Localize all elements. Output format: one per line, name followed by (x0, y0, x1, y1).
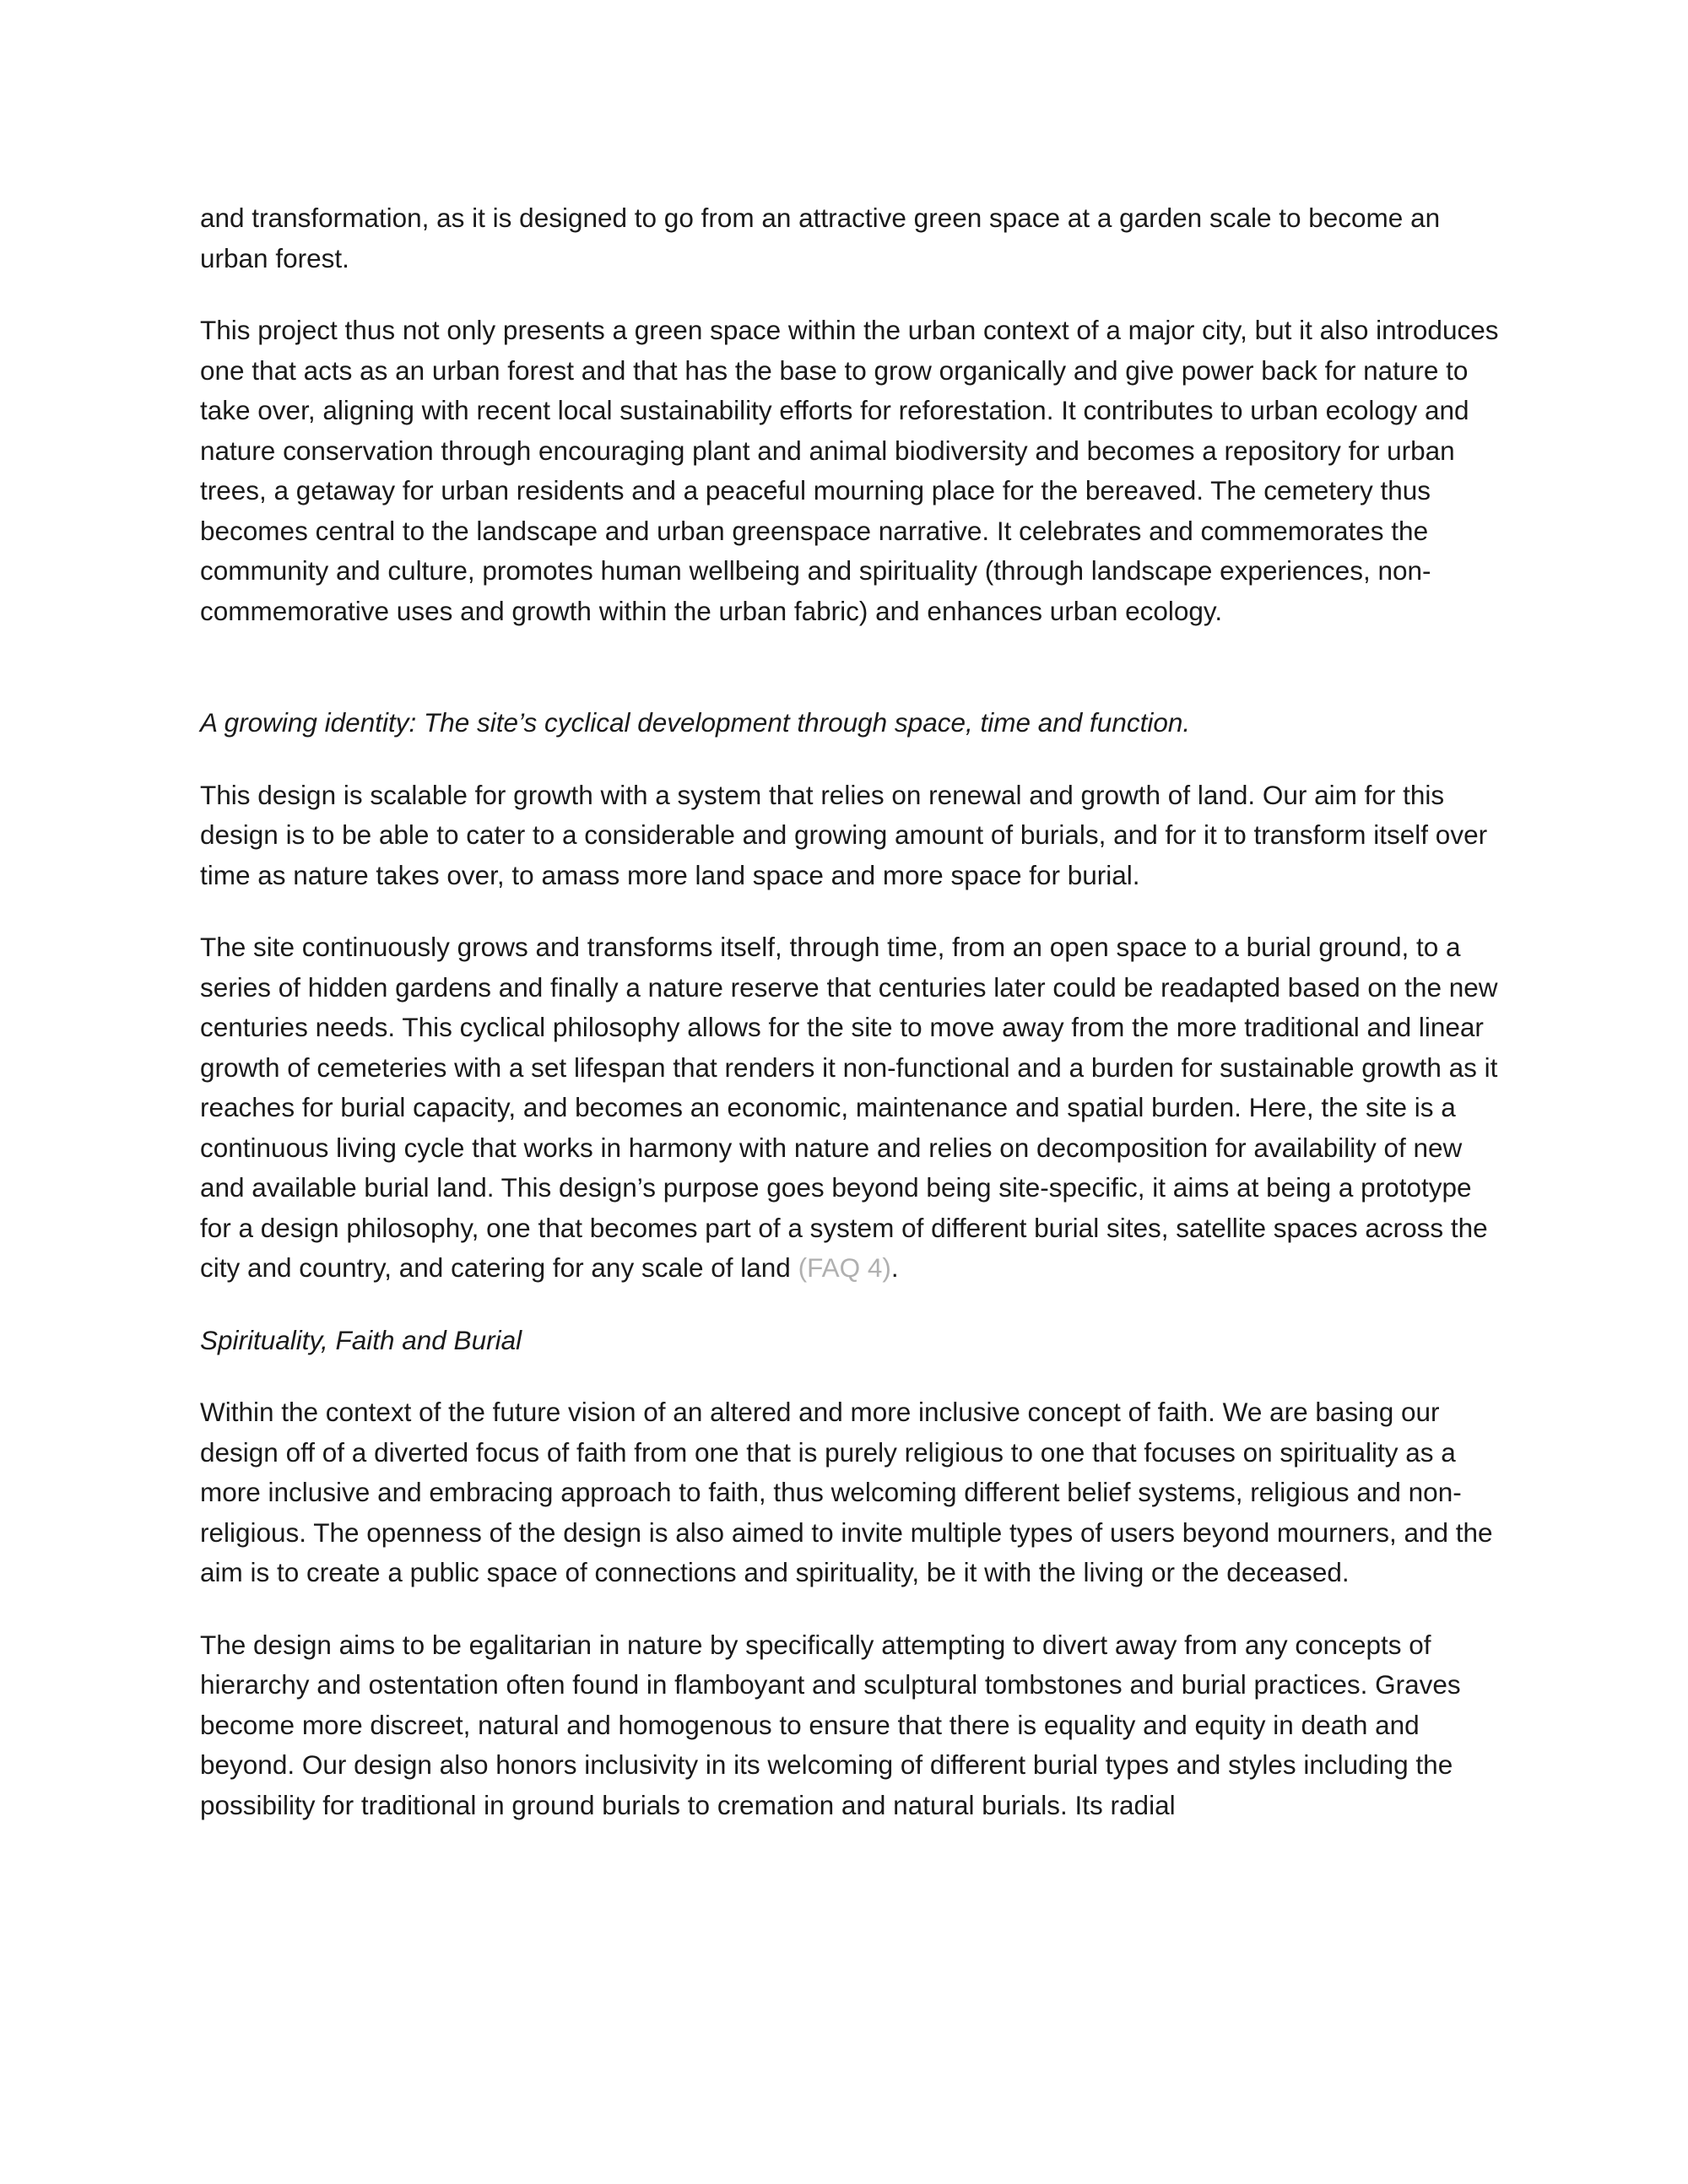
paragraph-cyclical-growth-text: The site continuously grows and transforms itself, through time, from an open space to a burial ground, to a series of hidden gardens and finally a nature reserve that centuries later could be readapted based on the new centuries needs. This cyclical philosophy allows for the site to move away from the more traditional and linear growth of cemeteries with a set lifespan that renders it non-functional and a burden for sustainable growth as it reaches for burial capacity, and becomes an economic, maintenance and spatial burden. Here, the site is a continuous living cycle that works in harmony with nature and relies on decomposition for availability of new and available burial land. This design’s purpose goes beyond being site-specific, it aims at being a prototype for a design philosophy, one that becomes part of a system of different burial sites, satellite spaces across the city and country, and catering for any scale of land (200, 932, 1498, 1283)
heading-spirituality: Spirituality, Faith and Burial (200, 1324, 522, 1355)
paragraph-urban-forest: This project thus not only presents a green space within the urban context of a major city, but it also introduces one that acts as an urban forest and that has the base to grow organically and give power back for nature to take over, aligning with recent local sustainability efforts for reforestation. It contributes to urban ecology and nature conservation through encouraging plant and animal biodiversity and becomes a repository for urban trees, a getaway for urban residents and a peaceful mourning place for the bereaved. The cemetery thus becomes central to the landscape and urban greenspace narrative. It celebrates and commemorates the community and culture, promotes human wellbeing and spirituality (through landscape experiences, non-commemorative uses and growth within the urban fabric) and enhances urban ecology. (200, 315, 1499, 626)
paragraph-scalable-design: This design is scalable for growth with a system that relies on renewal and growth of land. Our aim for this design is to be able to cater to a considerable and growing amount of burials, and for it to transform itself over time as nature takes over, to amass more land space and more space for burial. (200, 779, 1488, 890)
paragraph-faith-vision: Within the context of the future vision of an altered and more inclusive concept of faith. We are basing our design off of a diverted focus of faith from one that is purely religious to one that focuses on spirituality as a more inclusive and embracing approach to faith, thus welcoming different belief systems, religious and non-religious. The openness of the design is also aimed to invite multiple types of users beyond mourners, and the aim is to create a public space of connections and spirituality, be it with the living or the deceased. (200, 1397, 1493, 1587)
faq-reference-link[interactable]: (FAQ 4) (798, 1252, 891, 1283)
paragraph-cyclical-growth (200, 927, 1500, 1289)
paragraph-egalitarian-design: The design aims to be egalitarian in nature by specifically attempting to divert away from any concepts of hierarchy and ostentation often found in flamboyant and sculptural tombstones and burial practices. Graves become more discreet, natural and homogenous to ensure that there is equality and equity in death and beyond. Our design also honors inclusivity in its welcoming of different burial types and styles including the possibility for traditional in ground burials to cremation and natural burials. Its radial (200, 1629, 1461, 1820)
document-page (200, 198, 1500, 1857)
paragraph-transformation: and transformation, as it is designed to go from an attractive green space at a garden scale to become an urban forest. (200, 203, 1441, 273)
heading-growing-identity: A growing identity: The site’s cyclical development through space, time and function. (200, 707, 1191, 738)
paragraph-cyclical-growth-end: . (890, 1252, 899, 1283)
